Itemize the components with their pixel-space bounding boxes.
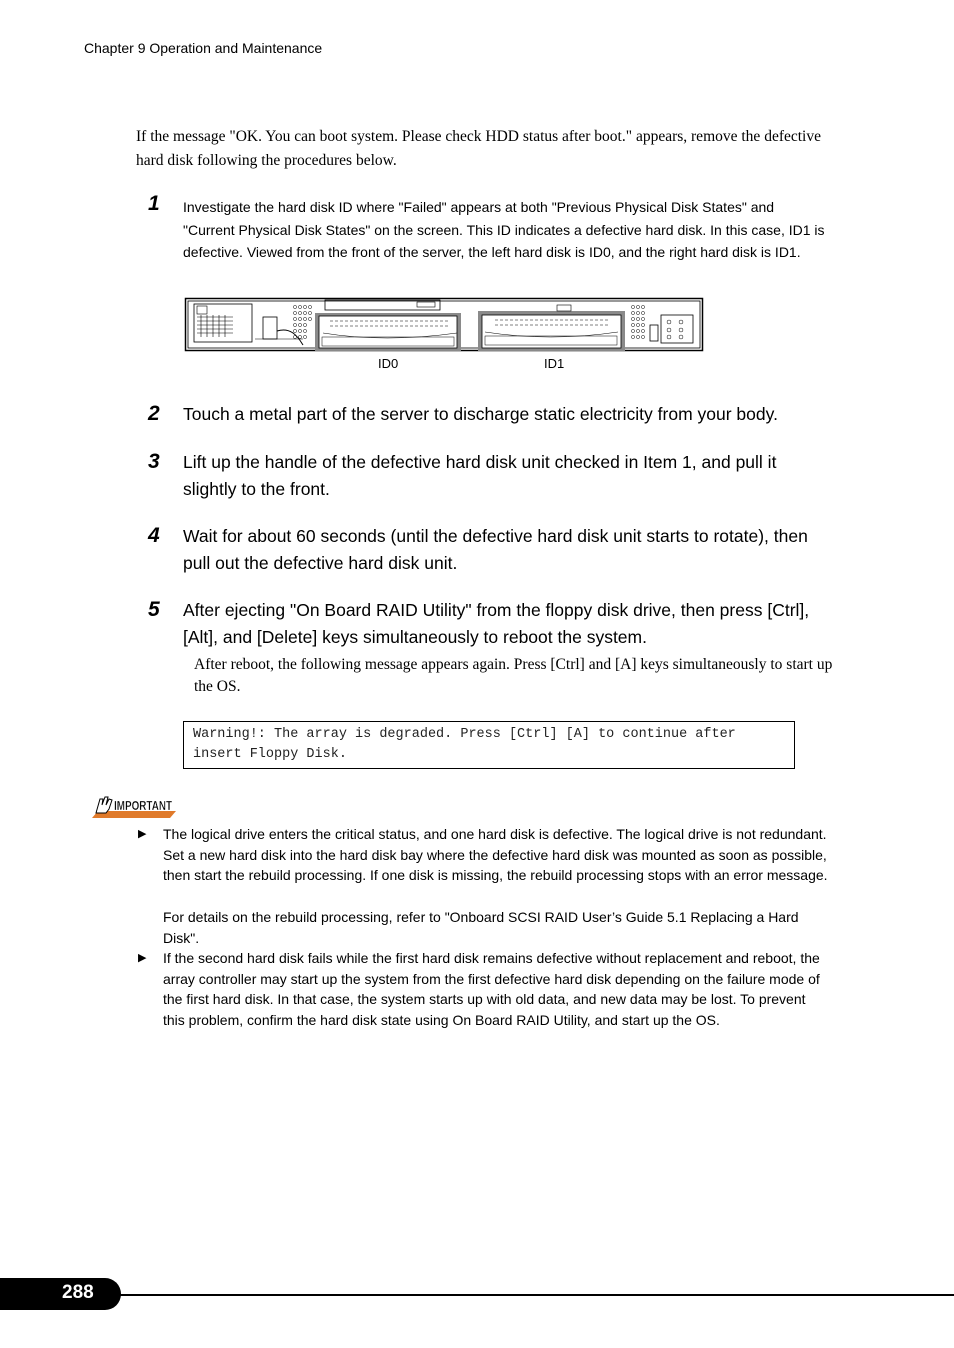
important-badge-text: IMPORTANT (114, 798, 173, 813)
step-text: Wait for about 60 seconds (until the defective hard disk unit starts to rotate), then pull out the defective hard disk unit. (183, 526, 808, 573)
step5-note: After reboot, the following message appears again. Press [Ctrl] and [A] keys simultaneously to start up the OS. (194, 656, 833, 695)
console-line: Warning!: The array is degraded. Press [Ctrl] [A] to continue after (193, 727, 736, 742)
id0-label: ID0 (378, 356, 399, 371)
step-number: 3 (148, 450, 160, 473)
page-number: 288 (62, 1282, 94, 1303)
bullet-arrow-icon: ▶ (138, 952, 147, 964)
important-bullet: The logical drive enters the critical status, and one hard disk is defective. The logical drive is not redundant. Set a new hard disk into the hard disk bay where the defective hard disk was mounted as soon as possible, then start the rebuild processing. If one disk is missing, the rebuild processing stops with an error message. (163, 826, 828, 884)
id1-label: ID1 (544, 356, 565, 371)
step-number: 5 (148, 598, 160, 621)
step-text: After ejecting "On Board RAID Utility" from the floppy disk drive, then press [Ctrl], [Alt], and [Delete] keys simultaneously to reboot the system. (183, 600, 810, 647)
step-text: Touch a metal part of the server to discharge static electricity from your body. (183, 404, 778, 424)
server-front-illustration (185, 297, 705, 353)
step-number: 1 (148, 192, 160, 215)
console-line: insert Floppy Disk. (193, 747, 347, 762)
step-number: 2 (148, 402, 160, 425)
important-bullet: If the second hard disk fails while the first hard disk remains defective without replacement and reboot, the array controller may start up the system from the first defective hard disk depending on the failure mode of the first hard disk. In that case, the system starts up with old data, and new data may be lost. To prevent this problem, confirm the hard disk state using On Board RAID Utility, and start up the OS. (163, 950, 820, 1028)
step-text: Lift up the handle of the defective hard disk unit checked in Item 1, and pull it slightly to the front. (183, 452, 777, 499)
intro-paragraph: If the message "OK. You can boot system. Please check HDD status after boot." appears, remove the defective hard disk following the procedures below. (136, 128, 821, 169)
console-message-box (183, 721, 795, 769)
important-bullet-detail: For details on the rebuild processing, refer to "Onboard SCSI RAID User’s Guide 5.1 Replacing a Hard Disk". (163, 909, 799, 946)
chapter-header: Chapter 9 Operation and Maintenance (84, 40, 323, 56)
step-text: Investigate the hard disk ID where "Failed" appears at both "Previous Physical Disk States" and "Current Physical Disk States" on the screen. This ID indicates a defective hard disk. In this case, ID1 is defective. Viewed from the front of the server, the left hard disk is ID0, and the right hard disk is ID1. (183, 199, 825, 260)
bullet-arrow-icon: ▶ (138, 828, 147, 840)
step-number: 4 (148, 524, 160, 547)
important-hand-icon (92, 793, 176, 819)
footer-rule (110, 1294, 954, 1296)
page-number-tab (0, 1278, 121, 1310)
important-badge (92, 793, 176, 824)
